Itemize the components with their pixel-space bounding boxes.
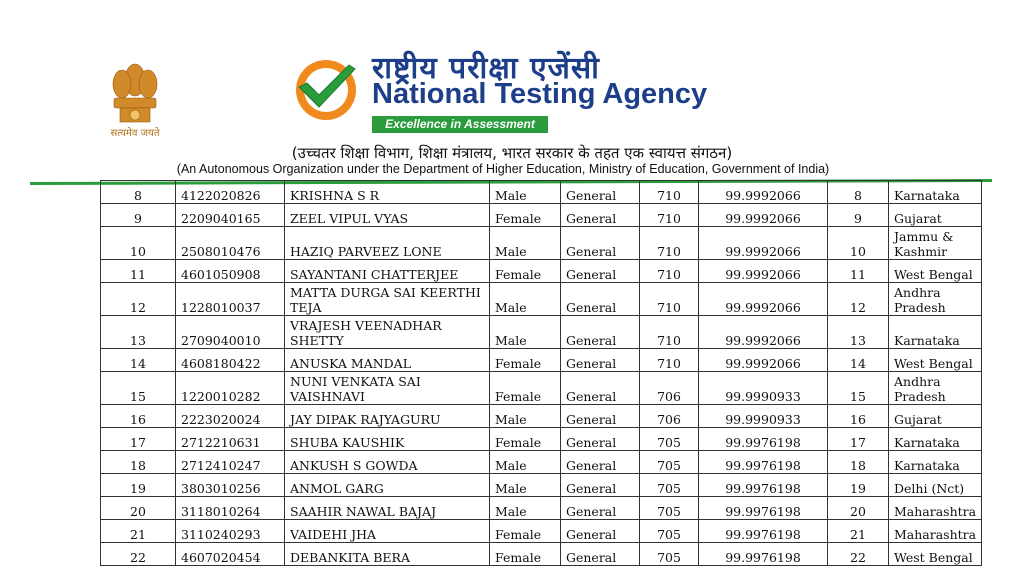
table-row <box>101 204 982 227</box>
results-table <box>100 180 982 566</box>
cell-score: 710 <box>640 260 699 283</box>
cell-rank: 11 <box>828 260 889 283</box>
cell-gender: Male <box>490 283 561 316</box>
cell-category: General <box>561 428 640 451</box>
agency-tagline: Excellence in Assessment <box>372 116 548 133</box>
cell-gender: Male <box>490 227 561 260</box>
cell-roll: 4607020454 <box>176 543 285 566</box>
cell-state: Maharashtra <box>889 520 982 543</box>
cell-score: 705 <box>640 451 699 474</box>
cell-rank: 21 <box>828 520 889 543</box>
cell-category: General <box>561 451 640 474</box>
agency-english-title: National Testing Agency <box>372 78 708 110</box>
cell-score: 710 <box>640 227 699 260</box>
cell-score: 705 <box>640 497 699 520</box>
cell-sno: 17 <box>101 428 176 451</box>
cell-rank: 20 <box>828 497 889 520</box>
cell-rank: 8 <box>828 181 889 204</box>
cell-sno: 16 <box>101 405 176 428</box>
table-row <box>101 349 982 372</box>
table-row <box>101 428 982 451</box>
cell-sno: 18 <box>101 451 176 474</box>
cell-name: VRAJESH VEENADHAR SHETTY <box>285 316 490 349</box>
table-row <box>101 372 982 405</box>
cell-gender: Female <box>490 520 561 543</box>
cell-percentile: 99.9992066 <box>699 349 828 372</box>
cell-roll: 4601050908 <box>176 260 285 283</box>
cell-score: 710 <box>640 204 699 227</box>
cell-sno: 8 <box>101 181 176 204</box>
cell-sno: 12 <box>101 283 176 316</box>
cell-score: 710 <box>640 349 699 372</box>
cell-state: West Bengal <box>889 260 982 283</box>
table-row <box>101 520 982 543</box>
cell-category: General <box>561 316 640 349</box>
cell-name: ANMOL GARG <box>285 474 490 497</box>
cell-name: DEBANKITA BERA <box>285 543 490 566</box>
cell-percentile: 99.9990933 <box>699 405 828 428</box>
cell-gender: Female <box>490 260 561 283</box>
cell-sno: 14 <box>101 349 176 372</box>
cell-sno: 15 <box>101 372 176 405</box>
nta-logo-icon <box>293 57 359 123</box>
cell-roll: 2709040010 <box>176 316 285 349</box>
table-row <box>101 316 982 349</box>
cell-name: SAAHIR NAWAL BAJAJ <box>285 497 490 520</box>
cell-state: Maharashtra <box>889 497 982 520</box>
cell-gender: Male <box>490 451 561 474</box>
cell-rank: 19 <box>828 474 889 497</box>
cell-gender: Female <box>490 543 561 566</box>
cell-sno: 9 <box>101 204 176 227</box>
cell-percentile: 99.9992066 <box>699 283 828 316</box>
cell-roll: 4122020826 <box>176 181 285 204</box>
cell-name: JAY DIPAK RAJYAGURU <box>285 405 490 428</box>
cell-percentile: 99.9976198 <box>699 428 828 451</box>
cell-percentile: 99.9976198 <box>699 497 828 520</box>
cell-percentile: 99.9990933 <box>699 372 828 405</box>
table-row <box>101 543 982 566</box>
cell-state: Gujarat <box>889 204 982 227</box>
cell-gender: Male <box>490 474 561 497</box>
cell-percentile: 99.9992066 <box>699 227 828 260</box>
cell-gender: Male <box>490 497 561 520</box>
cell-name: KRISHNA S R <box>285 181 490 204</box>
cell-sno: 22 <box>101 543 176 566</box>
cell-state: West Bengal <box>889 543 982 566</box>
cell-rank: 9 <box>828 204 889 227</box>
cell-sno: 11 <box>101 260 176 283</box>
cell-gender: Female <box>490 204 561 227</box>
cell-score: 706 <box>640 372 699 405</box>
table-row <box>101 260 982 283</box>
cell-state: West Bengal <box>889 349 982 372</box>
cell-rank: 12 <box>828 283 889 316</box>
cell-name: VAIDEHI JHA <box>285 520 490 543</box>
cell-rank: 15 <box>828 372 889 405</box>
cell-state: Jammu & Kashmir <box>889 227 982 260</box>
cell-score: 705 <box>640 474 699 497</box>
cell-gender: Female <box>490 428 561 451</box>
cell-rank: 13 <box>828 316 889 349</box>
cell-state: Karnataka <box>889 428 982 451</box>
table-row <box>101 181 982 204</box>
cell-category: General <box>561 497 640 520</box>
cell-category: General <box>561 283 640 316</box>
cell-gender: Female <box>490 372 561 405</box>
cell-sno: 20 <box>101 497 176 520</box>
cell-percentile: 99.9976198 <box>699 543 828 566</box>
cell-category: General <box>561 372 640 405</box>
cell-state: Delhi (Nct) <box>889 474 982 497</box>
cell-roll: 1220010282 <box>176 372 285 405</box>
cell-gender: Male <box>490 405 561 428</box>
cell-rank: 22 <box>828 543 889 566</box>
cell-rank: 17 <box>828 428 889 451</box>
cell-score: 710 <box>640 283 699 316</box>
cell-sno: 13 <box>101 316 176 349</box>
cell-roll: 2712410247 <box>176 451 285 474</box>
cell-rank: 14 <box>828 349 889 372</box>
subtitle-hindi: (उच्चतर शिक्षा विभाग, शिक्षा मंत्रालय, भारत सरकार के तहत एक स्वायत्त संगठन) <box>291 144 733 162</box>
cell-roll: 2209040165 <box>176 204 285 227</box>
cell-sno: 21 <box>101 520 176 543</box>
cell-roll: 3110240293 <box>176 520 285 543</box>
cell-score: 710 <box>640 316 699 349</box>
cell-state: Andhra Pradesh <box>889 372 982 405</box>
cell-percentile: 99.9976198 <box>699 474 828 497</box>
cell-gender: Male <box>490 316 561 349</box>
cell-sno: 19 <box>101 474 176 497</box>
cell-rank: 10 <box>828 227 889 260</box>
cell-roll: 2508010476 <box>176 227 285 260</box>
cell-name: ANUSKA MANDAL <box>285 349 490 372</box>
cell-category: General <box>561 520 640 543</box>
table-row <box>101 451 982 474</box>
cell-gender: Male <box>490 181 561 204</box>
cell-gender: Female <box>490 349 561 372</box>
cell-percentile: 99.9976198 <box>699 520 828 543</box>
cell-score: 705 <box>640 520 699 543</box>
cell-sno: 10 <box>101 227 176 260</box>
cell-name: HAZIQ PARVEEZ LONE <box>285 227 490 260</box>
subtitle-english: (An Autonomous Organization under the Department of Higher Education, Ministry of Education, Government of India) <box>176 162 830 176</box>
cell-score: 706 <box>640 405 699 428</box>
cell-percentile: 99.9976198 <box>699 451 828 474</box>
table-row <box>101 227 982 260</box>
cell-name: ZEEL VIPUL VYAS <box>285 204 490 227</box>
cell-category: General <box>561 543 640 566</box>
cell-percentile: 99.9992066 <box>699 260 828 283</box>
table-row <box>101 474 982 497</box>
cell-name: ANKUSH S GOWDA <box>285 451 490 474</box>
cell-roll: 2223020024 <box>176 405 285 428</box>
cell-category: General <box>561 260 640 283</box>
cell-name: SHUBA KAUSHIK <box>285 428 490 451</box>
cell-score: 705 <box>640 428 699 451</box>
cell-roll: 2712210631 <box>176 428 285 451</box>
cell-state: Andhra Pradesh <box>889 283 982 316</box>
cell-name: SAYANTANI CHATTERJEE <box>285 260 490 283</box>
cell-rank: 16 <box>828 405 889 428</box>
cell-roll: 3803010256 <box>176 474 285 497</box>
cell-rank: 18 <box>828 451 889 474</box>
cell-roll: 4608180422 <box>176 349 285 372</box>
cell-roll: 1228010037 <box>176 283 285 316</box>
cell-state: Karnataka <box>889 451 982 474</box>
cell-category: General <box>561 474 640 497</box>
cell-score: 705 <box>640 543 699 566</box>
cell-category: General <box>561 227 640 260</box>
cell-percentile: 99.9992066 <box>699 316 828 349</box>
emblem-caption: सत्यमेव जयते <box>110 128 160 139</box>
cell-name: NUNI VENKATA SAI VAISHNAVI <box>285 372 490 405</box>
cell-state: Karnataka <box>889 181 982 204</box>
table-row <box>101 283 982 316</box>
cell-category: General <box>561 405 640 428</box>
cell-percentile: 99.9992066 <box>699 204 828 227</box>
cell-roll: 3118010264 <box>176 497 285 520</box>
table-row <box>101 405 982 428</box>
table-row <box>101 497 982 520</box>
cell-category: General <box>561 181 640 204</box>
cell-category: General <box>561 349 640 372</box>
cell-category: General <box>561 204 640 227</box>
cell-state: Karnataka <box>889 316 982 349</box>
cell-score: 710 <box>640 181 699 204</box>
cell-percentile: 99.9992066 <box>699 181 828 204</box>
agency-hindi-title: राष्ट्रीय परीक्षा एजेंसी <box>372 51 600 86</box>
cell-name: MATTA DURGA SAI KEERTHI TEJA <box>285 283 490 316</box>
cell-state: Gujarat <box>889 405 982 428</box>
